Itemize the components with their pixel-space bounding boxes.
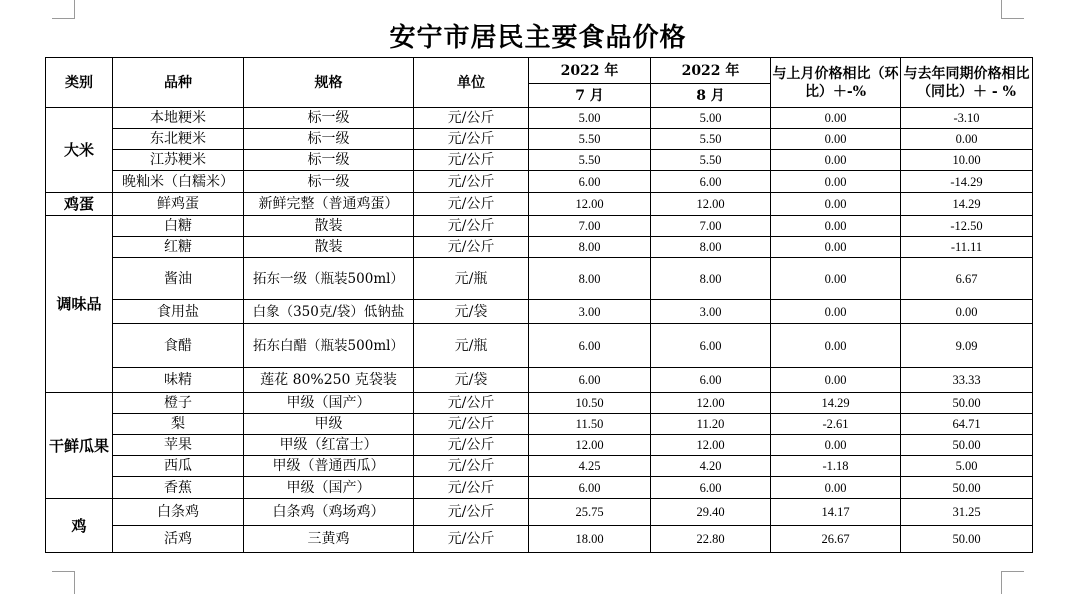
price-jul-cell: 11.50 [529, 414, 651, 435]
variety-cell: 食醋 [113, 324, 244, 368]
spec-cell: 甲级（国产） [244, 477, 414, 499]
price-aug-cell: 6.00 [651, 477, 771, 499]
spec-cell: 散装 [244, 216, 414, 237]
mom-cell: 0.00 [771, 150, 901, 171]
yoy-cell: -3.10 [901, 108, 1033, 129]
price-jul-cell: 18.00 [529, 526, 651, 553]
unit-cell: 元/公斤 [414, 393, 529, 414]
variety-cell: 梨 [113, 414, 244, 435]
table-row [46, 435, 1033, 456]
price-aug-cell: 4.20 [651, 456, 771, 477]
category-fruit: 干鲜瓜果 [46, 393, 113, 499]
table-row [46, 216, 1033, 237]
unit-cell: 元/公斤 [414, 108, 529, 129]
spec-cell: 白象（350克/袋）低钠盐 [244, 300, 414, 324]
table-row [46, 368, 1033, 393]
table-row [46, 258, 1033, 300]
unit-cell: 元/公斤 [414, 193, 529, 216]
variety-cell: 白条鸡 [113, 499, 244, 526]
variety-cell: 白糖 [113, 216, 244, 237]
header-row-1 [46, 58, 1033, 84]
variety-cell: 红糖 [113, 237, 244, 258]
table-row [46, 237, 1033, 258]
spec-cell: 散装 [244, 237, 414, 258]
table-row [46, 171, 1033, 193]
yoy-cell: 31.25 [901, 499, 1033, 526]
unit-cell: 元/公斤 [414, 171, 529, 193]
table-row [46, 456, 1033, 477]
mom-cell: 0.00 [771, 300, 901, 324]
spec-cell: 莲花 80%250 克袋装 [244, 368, 414, 393]
price-jul-cell: 12.00 [529, 435, 651, 456]
unit-cell: 元/瓶 [414, 258, 529, 300]
yoy-cell: 14.29 [901, 193, 1033, 216]
price-aug-cell: 12.00 [651, 193, 771, 216]
spec-cell: 三黄鸡 [244, 526, 414, 553]
spec-cell: 拓东白醋（瓶装500ml） [244, 324, 414, 368]
variety-cell: 江苏粳米 [113, 150, 244, 171]
header-year-jul: 2022 年 [529, 58, 651, 84]
document-title: 安宁市居民主要食品价格 [389, 23, 687, 53]
price-aug-cell: 6.00 [651, 324, 771, 368]
spec-cell: 甲级 [244, 414, 414, 435]
mom-cell: 0.00 [771, 368, 901, 393]
price-jul-cell: 8.00 [529, 258, 651, 300]
price-aug-cell: 6.00 [651, 171, 771, 193]
mom-cell: -2.61 [771, 414, 901, 435]
unit-cell: 元/公斤 [414, 216, 529, 237]
crop-mark-bottom-left [52, 571, 75, 594]
price-aug-cell: 11.20 [651, 414, 771, 435]
price-aug-cell: 5.50 [651, 129, 771, 150]
yoy-cell: 50.00 [901, 477, 1033, 499]
table-row [46, 324, 1033, 368]
yoy-cell: -14.29 [901, 171, 1033, 193]
price-aug-cell: 12.00 [651, 435, 771, 456]
mom-cell: 0.00 [771, 435, 901, 456]
variety-cell: 活鸡 [113, 526, 244, 553]
unit-cell: 元/公斤 [414, 477, 529, 499]
header-mom: 与上月价格相比（环比）＋-% [771, 58, 901, 108]
unit-cell: 元/公斤 [414, 435, 529, 456]
price-aug-cell: 6.00 [651, 368, 771, 393]
price-jul-cell: 7.00 [529, 216, 651, 237]
price-jul-cell: 6.00 [529, 477, 651, 499]
price-jul-cell: 4.25 [529, 456, 651, 477]
price-aug-cell: 8.00 [651, 237, 771, 258]
price-aug-cell: 12.00 [651, 393, 771, 414]
price-jul-cell: 6.00 [529, 324, 651, 368]
variety-cell: 苹果 [113, 435, 244, 456]
table-row [46, 414, 1033, 435]
price-aug-cell: 22.80 [651, 526, 771, 553]
yoy-cell: 50.00 [901, 393, 1033, 414]
unit-cell: 元/公斤 [414, 150, 529, 171]
table-row [46, 499, 1033, 526]
spec-cell: 新鲜完整（普通鸡蛋） [244, 193, 414, 216]
yoy-cell: -12.50 [901, 216, 1033, 237]
unit-cell: 元/袋 [414, 368, 529, 393]
price-aug-cell: 5.00 [651, 108, 771, 129]
yoy-cell: 0.00 [901, 129, 1033, 150]
header-category: 类别 [46, 58, 113, 108]
price-jul-cell: 6.00 [529, 171, 651, 193]
mom-cell: 0.00 [771, 129, 901, 150]
price-jul-cell: 10.50 [529, 393, 651, 414]
variety-cell: 鲜鸡蛋 [113, 193, 244, 216]
variety-cell: 酱油 [113, 258, 244, 300]
food-price-table [45, 57, 1033, 553]
mom-cell: 14.17 [771, 499, 901, 526]
header-variety: 品种 [113, 58, 244, 108]
unit-cell: 元/公斤 [414, 456, 529, 477]
table-row [46, 477, 1033, 499]
yoy-cell: 33.33 [901, 368, 1033, 393]
table-row [46, 193, 1033, 216]
header-unit: 单位 [414, 58, 529, 108]
price-jul-cell: 3.00 [529, 300, 651, 324]
variety-cell: 晚籼米（白糯米） [113, 171, 244, 193]
price-jul-cell: 5.00 [529, 108, 651, 129]
mom-cell: -1.18 [771, 456, 901, 477]
unit-cell: 元/公斤 [414, 237, 529, 258]
spec-cell: 标一级 [244, 150, 414, 171]
unit-cell: 元/瓶 [414, 324, 529, 368]
price-jul-cell: 5.50 [529, 129, 651, 150]
unit-cell: 元/公斤 [414, 499, 529, 526]
table-row [46, 526, 1033, 553]
price-aug-cell: 3.00 [651, 300, 771, 324]
yoy-cell: 50.00 [901, 435, 1033, 456]
crop-mark-top-left [52, 0, 75, 19]
mom-cell: 0.00 [771, 477, 901, 499]
variety-cell: 橙子 [113, 393, 244, 414]
spec-cell: 甲级（国产） [244, 393, 414, 414]
category-seasoning: 调味品 [46, 216, 113, 393]
yoy-cell: 0.00 [901, 300, 1033, 324]
unit-cell: 元/公斤 [414, 414, 529, 435]
spec-cell: 甲级（红富士） [244, 435, 414, 456]
spec-cell: 标一级 [244, 171, 414, 193]
yoy-cell: 10.00 [901, 150, 1033, 171]
mom-cell: 0.00 [771, 324, 901, 368]
header-month-aug: 8 月 [651, 84, 771, 108]
yoy-cell: 6.67 [901, 258, 1033, 300]
yoy-cell: -11.11 [901, 237, 1033, 258]
mom-cell: 26.67 [771, 526, 901, 553]
price-jul-cell: 8.00 [529, 237, 651, 258]
price-aug-cell: 8.00 [651, 258, 771, 300]
header-yoy: 与去年同期价格相比（同比）＋ - % [901, 58, 1033, 108]
variety-cell: 西瓜 [113, 456, 244, 477]
variety-cell: 东北粳米 [113, 129, 244, 150]
spec-cell: 标一级 [244, 108, 414, 129]
yoy-cell: 5.00 [901, 456, 1033, 477]
variety-cell: 食用盐 [113, 300, 244, 324]
price-jul-cell: 6.00 [529, 368, 651, 393]
price-aug-cell: 7.00 [651, 216, 771, 237]
unit-cell: 元/公斤 [414, 526, 529, 553]
spec-cell: 白条鸡（鸡场鸡） [244, 499, 414, 526]
mom-cell: 0.00 [771, 171, 901, 193]
price-jul-cell: 25.75 [529, 499, 651, 526]
price-aug-cell: 29.40 [651, 499, 771, 526]
mom-cell: 0.00 [771, 108, 901, 129]
price-aug-cell: 5.50 [651, 150, 771, 171]
table-row [46, 129, 1033, 150]
category-rice: 大米 [46, 108, 113, 193]
variety-cell: 味精 [113, 368, 244, 393]
header-year-aug: 2022 年 [651, 58, 771, 84]
category-chicken: 鸡 [46, 499, 113, 553]
crop-mark-top-right [1001, 0, 1024, 19]
variety-cell: 本地粳米 [113, 108, 244, 129]
yoy-cell: 64.71 [901, 414, 1033, 435]
unit-cell: 元/公斤 [414, 129, 529, 150]
crop-mark-bottom-right [1001, 571, 1024, 594]
mom-cell: 0.00 [771, 258, 901, 300]
mom-cell: 0.00 [771, 237, 901, 258]
yoy-cell: 50.00 [901, 526, 1033, 553]
price-jul-cell: 12.00 [529, 193, 651, 216]
header-month-jul: 7 月 [529, 84, 651, 108]
table-row [46, 300, 1033, 324]
table-row [46, 150, 1033, 171]
variety-cell: 香蕉 [113, 477, 244, 499]
price-jul-cell: 5.50 [529, 150, 651, 171]
category-egg: 鸡蛋 [46, 193, 113, 216]
spec-cell: 拓东一级（瓶装500ml） [244, 258, 414, 300]
table-row [46, 393, 1033, 414]
mom-cell: 0.00 [771, 216, 901, 237]
yoy-cell: 9.09 [901, 324, 1033, 368]
table-row [46, 108, 1033, 129]
spec-cell: 甲级（普通西瓜） [244, 456, 414, 477]
unit-cell: 元/袋 [414, 300, 529, 324]
spec-cell: 标一级 [244, 129, 414, 150]
mom-cell: 14.29 [771, 393, 901, 414]
mom-cell: 0.00 [771, 193, 901, 216]
header-spec: 规格 [244, 58, 414, 108]
